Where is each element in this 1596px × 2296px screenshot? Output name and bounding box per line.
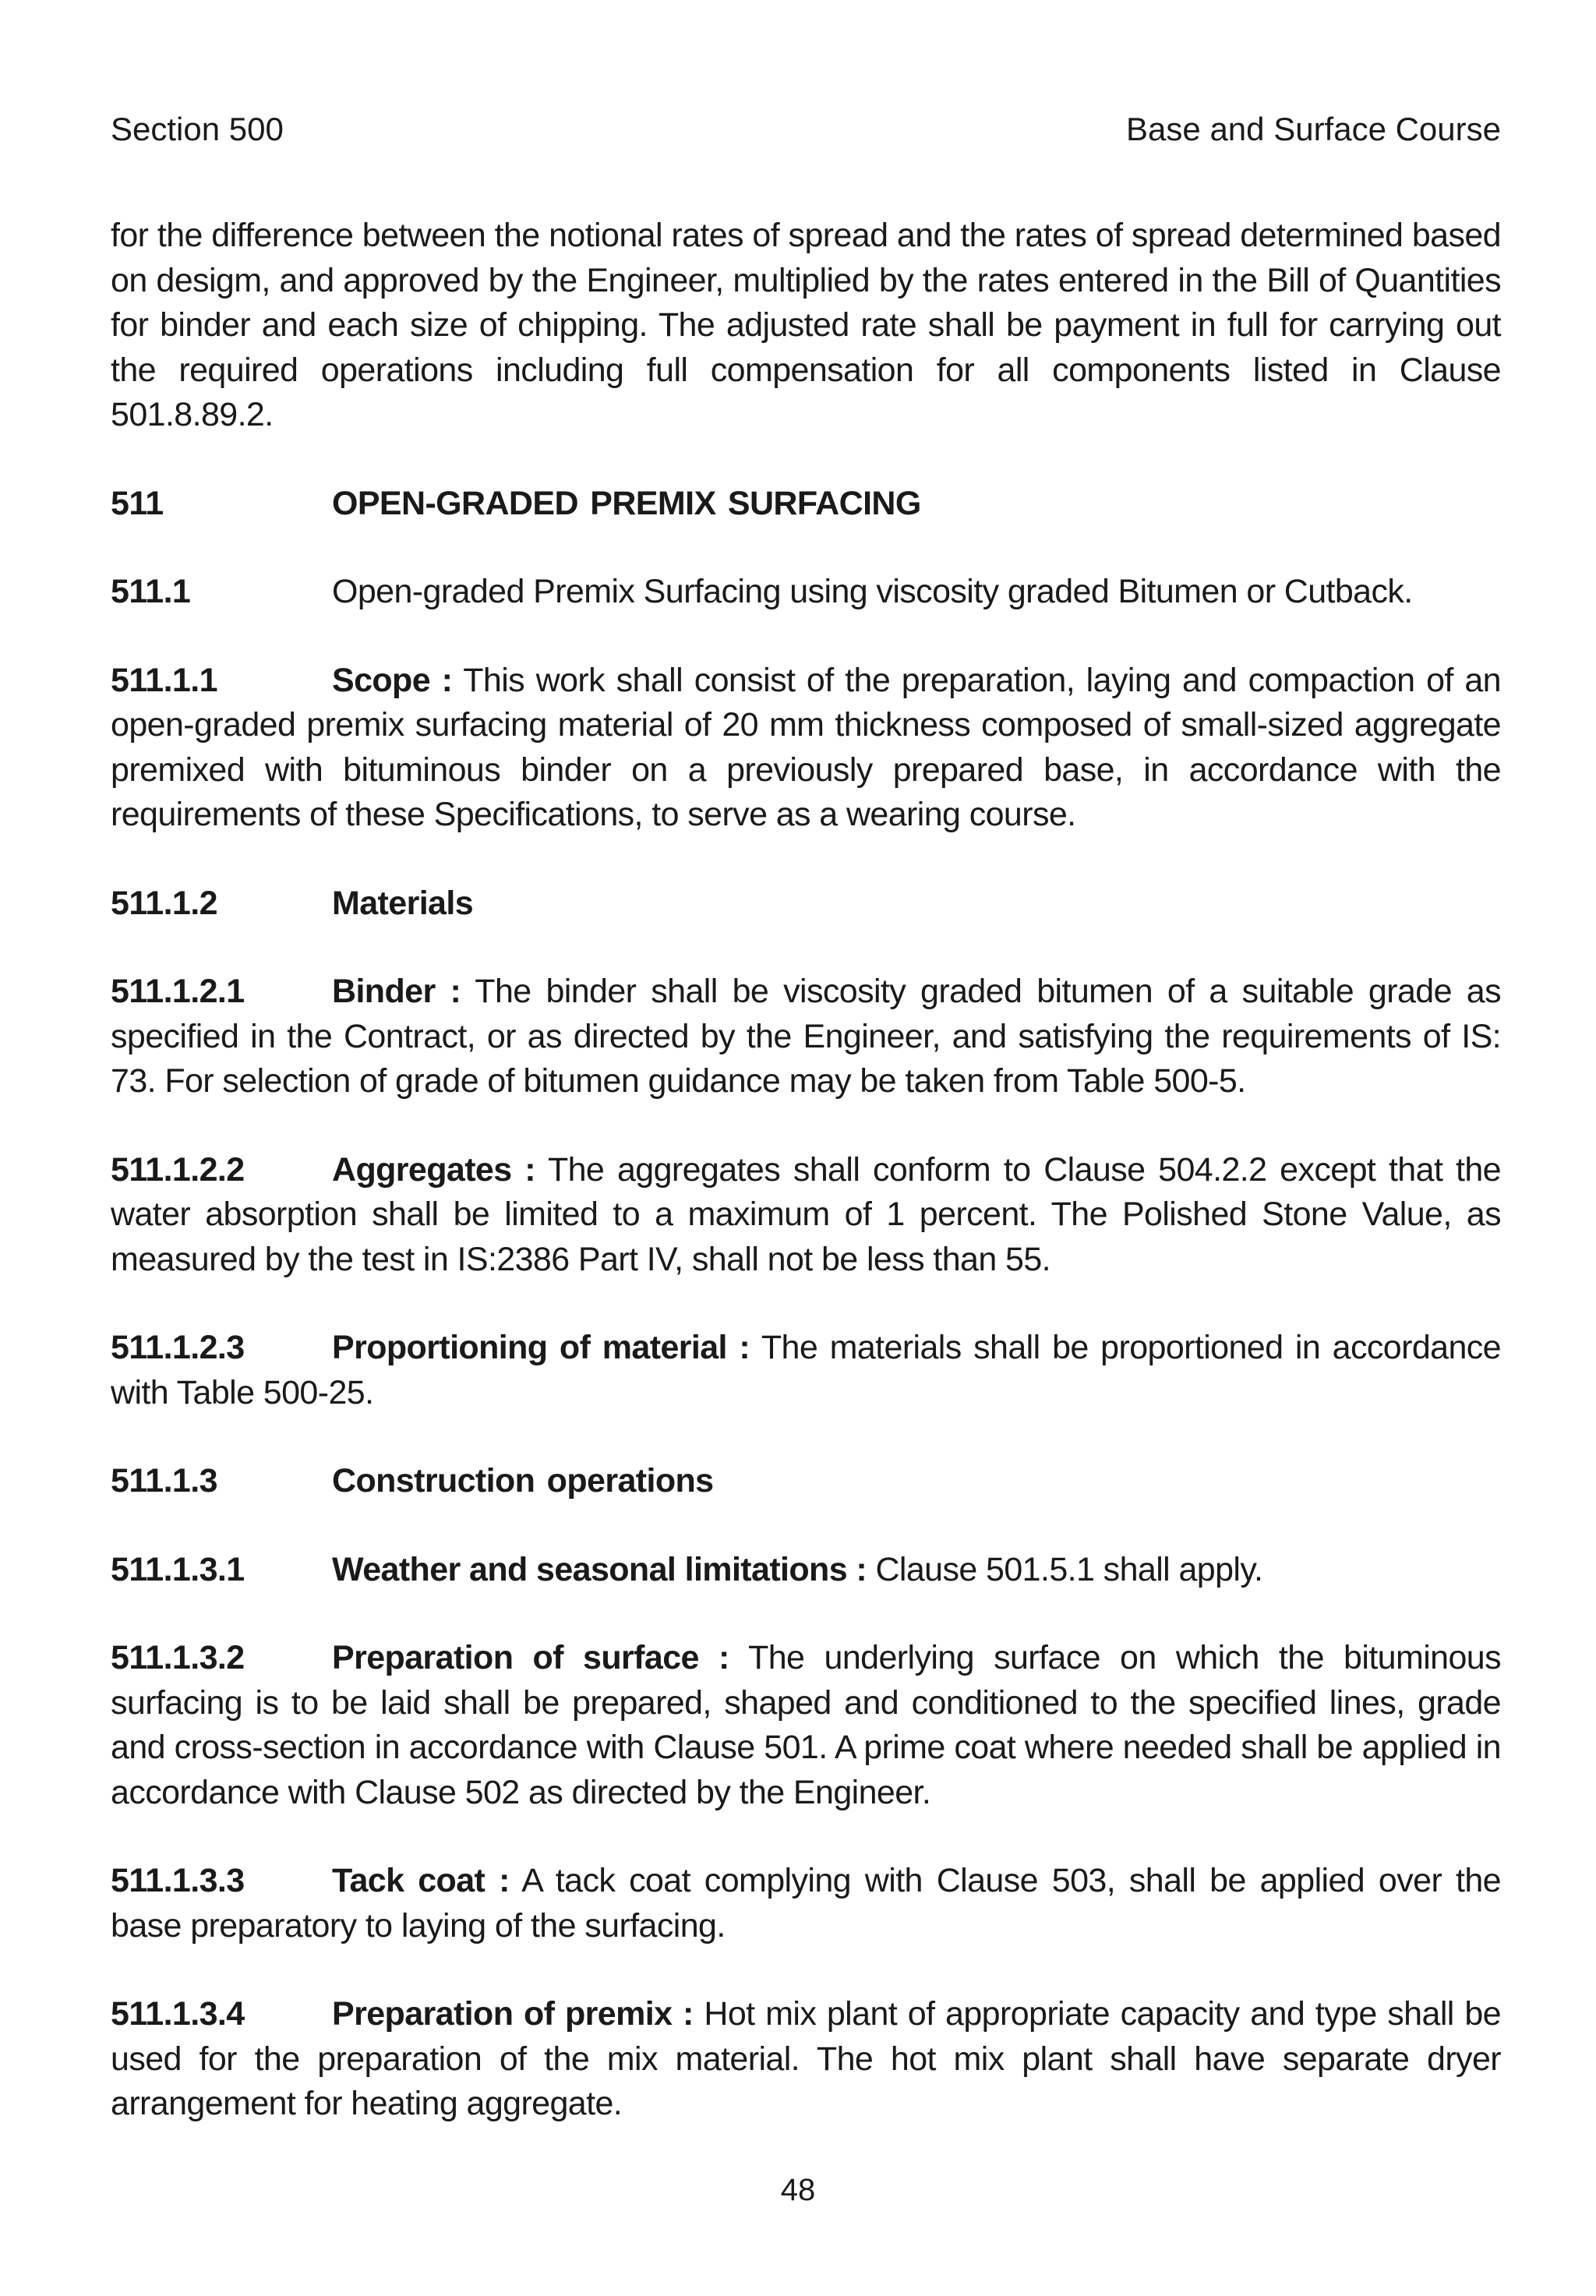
clause-lead: Aggregates : — [332, 1150, 535, 1189]
intro-paragraph: for the difference between the notional rates of spread and the rates of spread determined based on desigm, and approved by the Engineer, multiplied by the rates entered in the Bill of Quantities for binder and each size of chipping. The adjusted rate shall be payment in full for carrying out the required operations including full compensation for all components listed in Clause 501.8.89.2. — [111, 217, 1501, 433]
clause-lead: Tack coat : — [332, 1862, 510, 1899]
clause-lead: Preparation of premix : — [332, 1995, 694, 2033]
clause-511-1 — [111, 570, 1501, 615]
clause-511-1-3-4 — [111, 1992, 1501, 2127]
clause-number: 511.1.1 — [111, 661, 217, 699]
section-number: 511.1.3 — [111, 1462, 217, 1499]
clause-511-1-3-2 — [111, 1636, 1501, 1815]
clause-text: A tack coat complying with Clause 503, shall be applied over the base preparatory to laying of the surfacing. — [111, 1862, 1501, 1945]
section-title: Construction operations — [332, 1462, 714, 1499]
section-number: 511 — [111, 484, 164, 522]
section-heading-511-1-3 — [111, 1459, 1501, 1504]
clause-text: This work shall consist of the preparation, laying and compaction of an open-graded premix surfacing material of 20 mm thickness composed of small-sized aggregate premixed with bituminous binder on a previously prepared base, in accordance with the requirements of these Specifications, to serve as a wearing course. — [111, 661, 1501, 833]
body-text — [111, 214, 1501, 2171]
clause-number: 511.1.3.1 — [111, 1550, 245, 1588]
clause-511-1-2-3 — [111, 1326, 1501, 1415]
clause-text: Hot mix plant of appropriate capacity and type shall be used for the preparation of the mix material. The hot mix plant shall have separate dryer arrangement for heating aggregate. — [111, 1995, 1501, 2122]
clause-text: The aggregates shall conform to Clause 504.2.2 except that the water absorption shall be limited to a maximum of 1 percent. The Polished Stone Value, as measured by the test in IS:2386 Part IV, shall not be less than 55. — [111, 1150, 1501, 1278]
clause-number: 511.1 — [111, 573, 191, 610]
clause-lead: Weather and seasonal limitations : — [332, 1550, 867, 1588]
clause-text: The binder shall be viscosity graded bitumen of a suitable grade as specified in the Contract, or as directed by the Engineer, and satisfying the requirements of IS: 73. For selection of grade of bitumen guidance may be taken from Table 500-5. — [111, 973, 1501, 1100]
header-title: Base and Surface Course — [1126, 111, 1501, 147]
clause-lead: Binder : — [332, 973, 461, 1010]
clause-number: 511.1.2.2 — [111, 1150, 245, 1189]
clause-number: 511.1.3.3 — [111, 1862, 245, 1899]
clause-511-1-2-2 — [111, 1148, 1501, 1283]
clause-text: Clause 501.5.1 shall apply. — [867, 1550, 1263, 1588]
clause-text: The materials shall be proportioned in accordance with Table 500-25. — [111, 1329, 1501, 1411]
section-title: OPEN-GRADED PREMIX SURFACING — [332, 484, 921, 522]
clause-511-1-3-3 — [111, 1859, 1501, 1948]
clause-number: 511.1.2.3 — [111, 1329, 245, 1366]
clause-text: Open-graded Premix Surfacing using viscosity graded Bitumen or Cutback. — [332, 573, 1413, 610]
clause-number: 511.1.3.4 — [111, 1995, 245, 2033]
clause-511-1-3-1 — [111, 1548, 1501, 1593]
running-header — [111, 106, 1501, 153]
clause-511-1-2-1 — [111, 970, 1501, 1104]
section-heading-511 — [111, 482, 1501, 527]
clause-number: 511.1.3.2 — [111, 1639, 245, 1676]
clause-511-1-1 — [111, 659, 1501, 838]
page-number: 48 — [780, 2173, 816, 2207]
section-title: Materials — [332, 884, 474, 922]
section-heading-511-1-2 — [111, 881, 1501, 927]
clause-lead: Scope : — [332, 661, 453, 699]
clause-text: The underlying surface on which the bituminous surfacing is to be laid shall be prepared, shaped and conditioned to the specified lines, grade and cross-section in accordance with Clause 501. A prime coat where needed shall be applied in accordance with Clause 502 as directed by the Engineer. — [111, 1639, 1502, 1811]
header-section: Section 500 — [111, 111, 284, 147]
section-number: 511.1.2 — [111, 884, 217, 922]
clause-number: 511.1.2.1 — [111, 973, 245, 1010]
clause-lead: Preparation of surface : — [332, 1639, 729, 1676]
clause-lead: Proportioning of material : — [332, 1329, 750, 1366]
